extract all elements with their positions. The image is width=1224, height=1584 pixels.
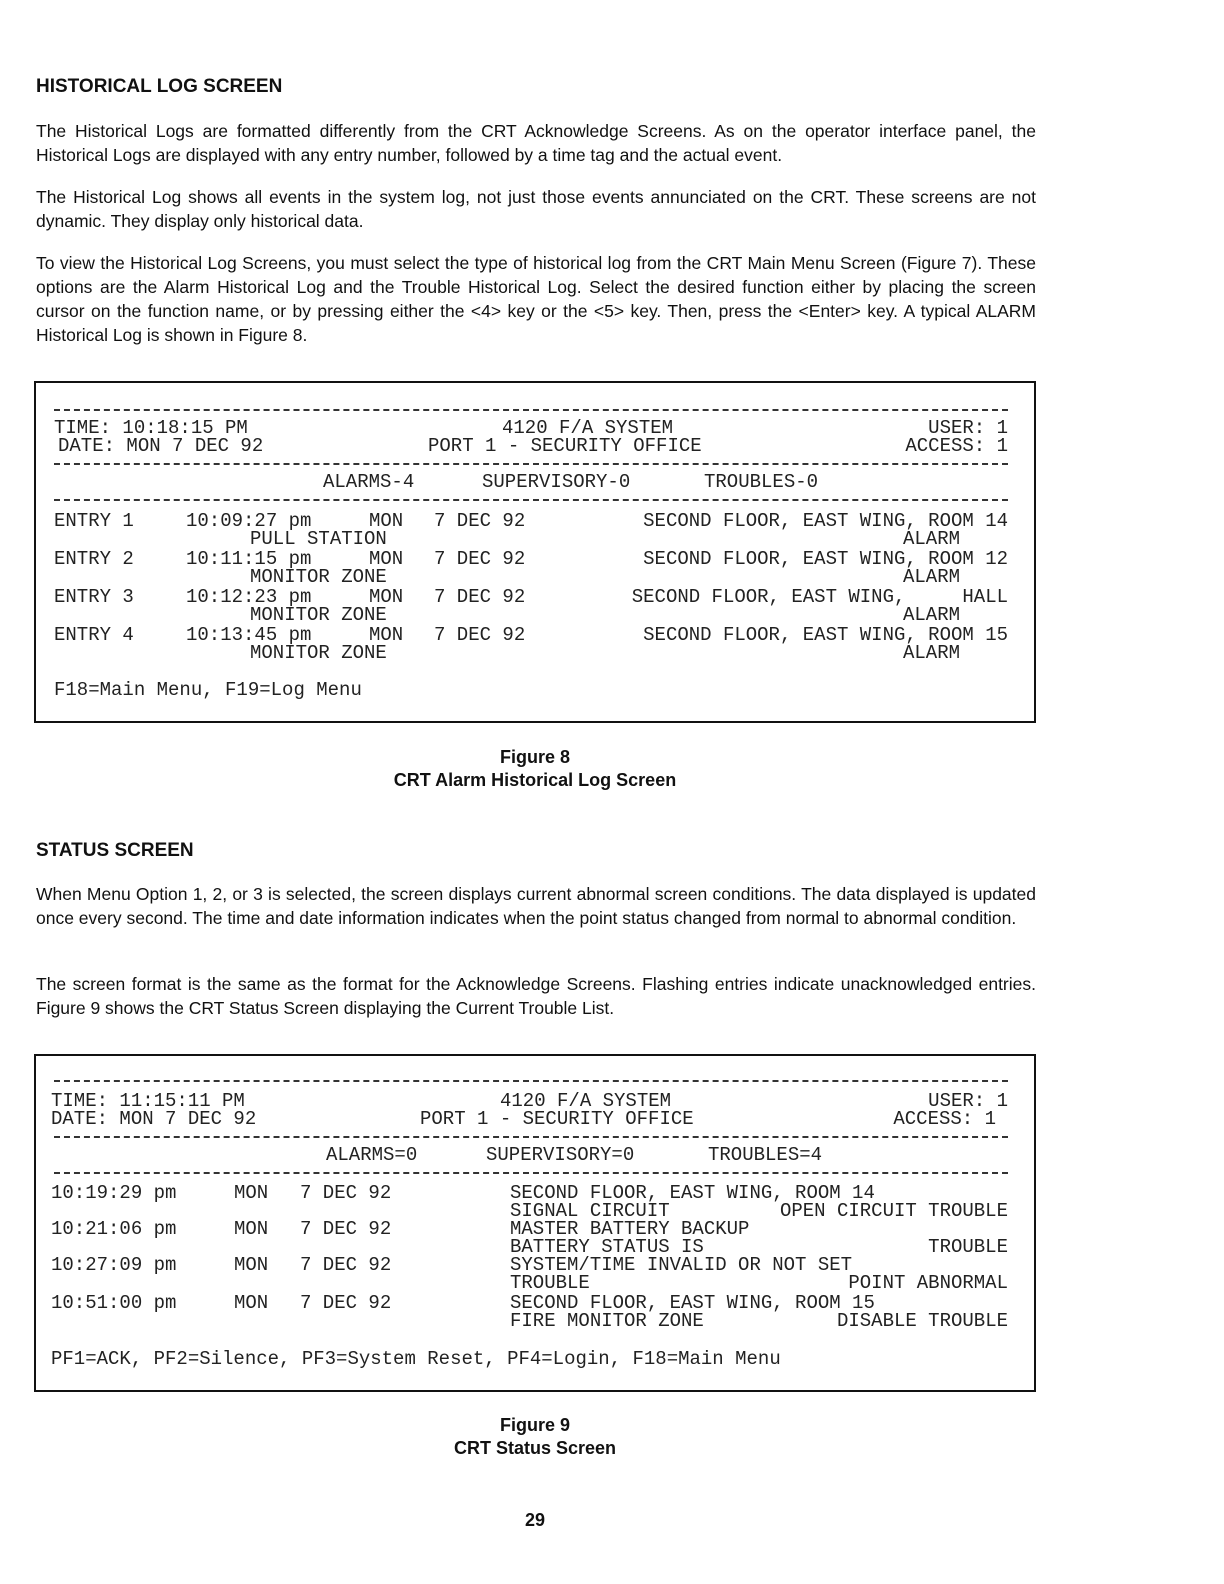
dashed-divider xyxy=(54,1080,1008,1082)
entry-line-1: MASTER BATTERY BACKUP xyxy=(510,1218,750,1240)
dashed-divider xyxy=(54,1136,1008,1138)
header-row-2 xyxy=(36,437,1034,456)
dashed-divider xyxy=(54,499,1008,501)
entry-status: ALARM xyxy=(902,642,960,664)
entry-time: 10:09:27 pm xyxy=(186,510,312,532)
function-key-legend: PF1=ACK, PF2=Silence, PF3=System Reset, PF4=Login, F18=Main Menu xyxy=(51,1348,781,1370)
header-access: ACCESS: 1 xyxy=(905,435,1008,457)
entry-date: 7 DEC 92 xyxy=(300,1218,392,1240)
entry-device: MONITOR ZONE xyxy=(250,566,387,588)
header-access: ACCESS: 1 xyxy=(893,1108,996,1130)
entry-day: MON xyxy=(369,624,404,646)
entry-label: ENTRY 1 xyxy=(54,510,134,532)
entry-location: SECOND FLOOR, EAST WING, HALL xyxy=(631,586,1008,608)
header-time: TIME: 11:15:11 PM xyxy=(51,1090,245,1112)
log-entry-subrow xyxy=(36,530,1034,549)
entry-device: MONITOR ZONE xyxy=(250,604,387,626)
figure-9-crt-screen xyxy=(34,1054,1036,1392)
dashed-divider xyxy=(54,409,1008,411)
log-entry-row xyxy=(36,550,1034,569)
entry-location: SECOND FLOOR, EAST WING, ROOM 12 xyxy=(643,548,1008,570)
entry-time: 10:51:00 pm xyxy=(51,1292,177,1314)
log-entry-row xyxy=(36,626,1034,645)
dashed-divider xyxy=(54,1172,1008,1174)
entry-line-1: SYSTEM/TIME INVALID OR NOT SET xyxy=(510,1254,853,1276)
entry-date: 7 DEC 92 xyxy=(434,624,526,646)
header-port: PORT 1 - SECURITY OFFICE xyxy=(428,435,702,457)
entry-date: 7 DEC 92 xyxy=(300,1292,392,1314)
status-entry-subrow xyxy=(36,1274,1034,1293)
log-entry-subrow xyxy=(36,606,1034,625)
function-key-row xyxy=(36,681,1034,700)
header-date: DATE: MON 7 DEC 92 xyxy=(51,1108,257,1130)
status-entry-subrow xyxy=(36,1312,1034,1331)
entry-line-1: SECOND FLOOR, EAST WING, ROOM 15 xyxy=(510,1292,875,1314)
header-user: USER: 1 xyxy=(928,1090,1008,1112)
entry-label: ENTRY 4 xyxy=(54,624,134,646)
dashed-divider xyxy=(54,463,1008,465)
entry-date: 7 DEC 92 xyxy=(300,1182,392,1204)
entry-day: MON xyxy=(234,1292,269,1314)
entry-status: ALARM xyxy=(902,604,960,626)
entry-date: 7 DEC 92 xyxy=(434,586,526,608)
supervisory-count: SUPERVISORY=0 xyxy=(486,1144,635,1166)
entry-line-1: SECOND FLOOR, EAST WING, ROOM 14 xyxy=(510,1182,875,1204)
entry-line-2-right: TROUBLE xyxy=(928,1236,1008,1258)
entry-day: MON xyxy=(234,1218,269,1240)
entry-day: MON xyxy=(369,548,404,570)
header-date: DATE: MON 7 DEC 92 xyxy=(58,435,264,457)
section-heading-status-screen: STATUS SCREEN xyxy=(36,840,194,861)
entry-line-2-right: DISABLE TROUBLE xyxy=(836,1310,1008,1332)
entry-line-2-left: SIGNAL CIRCUIT xyxy=(510,1200,670,1222)
page-number: 29 xyxy=(524,1510,546,1530)
entry-location: SECOND FLOOR, EAST WING, ROOM 15 xyxy=(643,624,1008,646)
entry-date: 7 DEC 92 xyxy=(434,510,526,532)
header-user: USER: 1 xyxy=(928,417,1008,439)
entry-day: MON xyxy=(234,1182,269,1204)
counts-row xyxy=(36,473,1034,492)
entry-label: ENTRY 3 xyxy=(54,586,134,608)
log-entry-subrow xyxy=(36,644,1034,663)
entry-line-2-left: FIRE MONITOR ZONE xyxy=(510,1310,704,1332)
supervisory-count: SUPERVISORY-0 xyxy=(482,471,631,493)
entry-time: 10:11:15 pm xyxy=(186,548,312,570)
figure-9-title: CRT Status Screen xyxy=(453,1438,617,1458)
entry-day: MON xyxy=(369,586,404,608)
alarms-count: ALARMS=0 xyxy=(326,1144,418,1166)
entry-time: 10:13:45 pm xyxy=(186,624,312,646)
entry-device: PULL STATION xyxy=(250,528,387,550)
log-entry-row xyxy=(36,512,1034,531)
log-entry-subrow xyxy=(36,568,1034,587)
entry-line-2-right: POINT ABNORMAL xyxy=(848,1272,1008,1294)
entry-time: 10:12:23 pm xyxy=(186,586,312,608)
figure-8-title: CRT Alarm Historical Log Screen xyxy=(393,770,677,790)
figure-8-number: Figure 8 xyxy=(499,747,570,767)
entry-date: 7 DEC 92 xyxy=(434,548,526,570)
paragraph-4: When Menu Option 1, 2, or 3 is selected, the screen displays current abnormal screen conditions. The data displayed is updated once every second. The time and date information indicates when the point status changed from normal to abnormal condition. xyxy=(36,884,1036,928)
entry-date: 7 DEC 92 xyxy=(300,1254,392,1276)
entry-label: ENTRY 2 xyxy=(54,548,134,570)
function-key-legend: F18=Main Menu, F19=Log Menu xyxy=(54,679,362,701)
entry-day: MON xyxy=(369,510,404,532)
entry-line-2-left: BATTERY STATUS IS xyxy=(510,1236,704,1258)
entry-time: 10:19:29 pm xyxy=(51,1182,177,1204)
entry-status: ALARM xyxy=(902,566,960,588)
figure-8-crt-screen xyxy=(34,381,1036,723)
figure-9-number: Figure 9 xyxy=(499,1415,570,1435)
header-time: TIME: 10:18:15 PM xyxy=(54,417,248,439)
troubles-count: TROUBLES=4 xyxy=(708,1144,823,1166)
header-system: 4120 F/A SYSTEM xyxy=(500,1090,672,1112)
entry-time: 10:27:09 pm xyxy=(51,1254,177,1276)
header-port: PORT 1 - SECURITY OFFICE xyxy=(420,1108,694,1130)
entry-device: MONITOR ZONE xyxy=(250,642,387,664)
log-entry-row xyxy=(36,588,1034,607)
entry-line-2-left: TROUBLE xyxy=(510,1272,590,1294)
counts-row xyxy=(36,1146,1034,1165)
entry-line-2-right: OPEN CIRCUIT TROUBLE xyxy=(779,1200,1008,1222)
troubles-count: TROUBLES-0 xyxy=(704,471,819,493)
header-system: 4120 F/A SYSTEM xyxy=(502,417,674,439)
entry-status: ALARM xyxy=(902,528,960,550)
section-heading-historical-log: HISTORICAL LOG SCREEN xyxy=(36,76,283,97)
paragraph-3: To view the Historical Log Screens, you must select the type of historical log from the CRT Main Menu Screen (Figure 7). These options are the Alarm Historical Log and the Trouble Historical Log. Select the desired function either by placing the screen cursor on the function name, or by pressing either the <4> key or the <5> key. Then, press the <Enter> key. A typical ALARM Historical Log is shown in Figure 8. xyxy=(36,253,1036,345)
paragraph-1: The Historical Logs are formatted differently from the CRT Acknowledge Screens. As on the operator interface panel, the Historical Logs are displayed with any entry number, followed by a time tag and the actual event. xyxy=(36,121,1036,165)
header-row-2 xyxy=(36,1110,1034,1129)
entry-day: MON xyxy=(234,1254,269,1276)
paragraph-5: The screen format is the same as the format for the Acknowledge Screens. Flashing entries indicate unacknowledged entries. Figure 9 shows the CRT Status Screen displaying the Current Trouble List. xyxy=(36,974,1036,1018)
entry-location: SECOND FLOOR, EAST WING, ROOM 14 xyxy=(643,510,1008,532)
entry-time: 10:21:06 pm xyxy=(51,1218,177,1240)
paragraph-2: The Historical Log shows all events in the system log, not just those events annunciated on the CRT. These screens are not dynamic. They display only historical data. xyxy=(36,187,1036,231)
function-key-row xyxy=(36,1350,1034,1369)
alarms-count: ALARMS-4 xyxy=(323,471,415,493)
